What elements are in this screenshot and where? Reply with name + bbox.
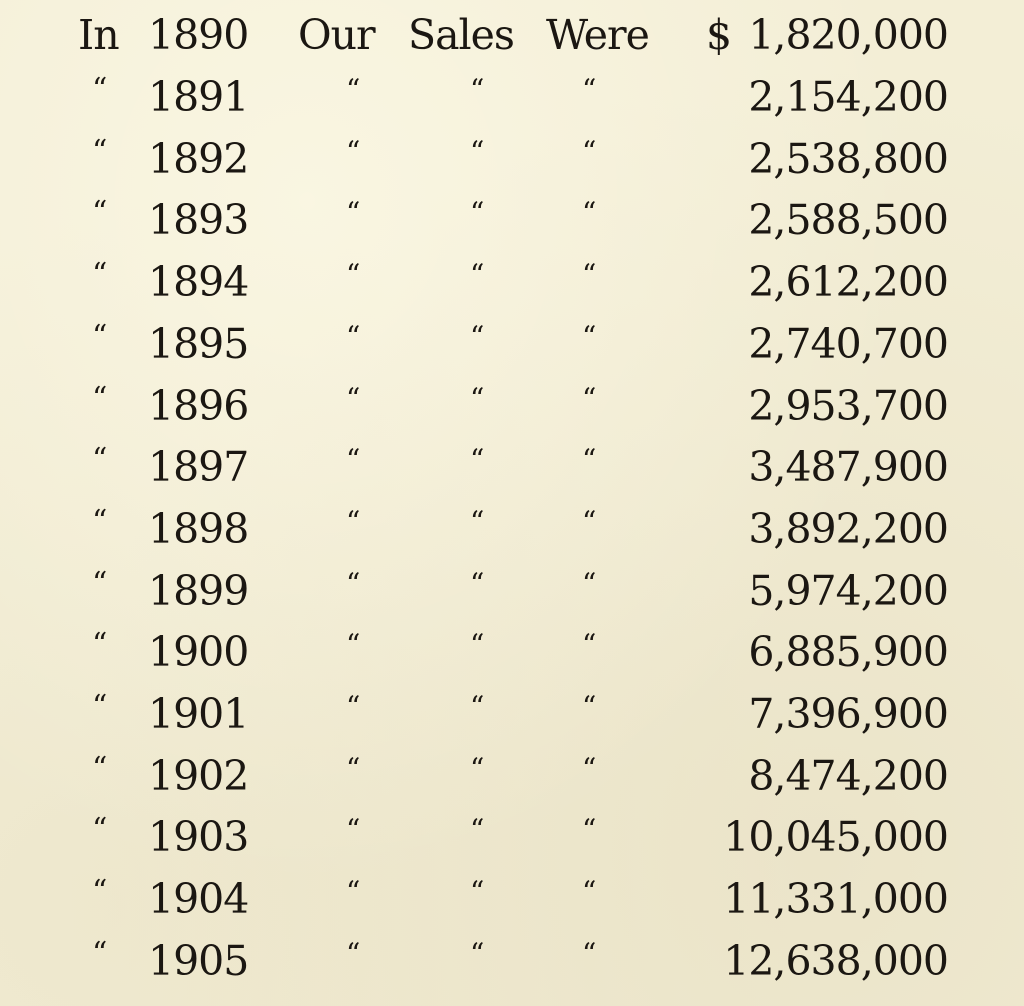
ditto-mark: “ [470, 875, 484, 909]
sales-row [0, 868, 1024, 930]
amount-cell: 5,974,200 [748, 566, 948, 615]
our-label: Our [298, 11, 375, 59]
ditto-mark: “ [582, 813, 596, 847]
ditto-mark: “ [92, 935, 107, 971]
amount-cell: 11,331,000 [723, 875, 948, 924]
ditto-mark: “ [346, 134, 360, 168]
ditto-mark: “ [582, 936, 596, 970]
amount-cell: 3,892,200 [748, 504, 948, 553]
amount-cell: 2,740,700 [748, 319, 948, 368]
ditto-mark: “ [470, 628, 484, 662]
ditto-mark: “ [582, 73, 596, 106]
ditto-mark: “ [470, 813, 484, 847]
sales-row [0, 806, 1024, 868]
ditto-mark: “ [92, 750, 107, 786]
ditto-mark: “ [92, 195, 107, 231]
ditto-mark: “ [470, 134, 484, 168]
ditto-mark: “ [346, 875, 360, 909]
ditto-mark: “ [470, 258, 484, 292]
sales-row [0, 251, 1024, 313]
ditto-mark: “ [470, 319, 484, 353]
ditto-mark: “ [346, 566, 360, 600]
amount-cell: 2,953,700 [748, 381, 948, 430]
ditto-mark: “ [582, 258, 596, 292]
amount-cell: 2,538,800 [748, 134, 948, 183]
ditto-mark: “ [346, 690, 360, 723]
amount-cell: 6,885,900 [748, 628, 948, 677]
sales-row [0, 560, 1024, 622]
ditto-mark: “ [346, 936, 360, 970]
sales-row [0, 621, 1024, 683]
ditto-mark: “ [346, 813, 360, 847]
sales-row [0, 683, 1024, 745]
ditto-mark: “ [346, 381, 360, 415]
ditto-mark: “ [582, 690, 596, 723]
ditto-mark: “ [470, 381, 484, 415]
ditto-mark: “ [346, 73, 360, 106]
year-cell: 1893 [148, 196, 249, 245]
year-cell: 1891 [148, 73, 249, 121]
ditto-mark: “ [346, 504, 360, 538]
amount-cell: 2,612,200 [748, 258, 948, 307]
sales-row-header [0, 4, 1024, 66]
amount-cell: 10,045,000 [723, 813, 948, 862]
ditto-mark: “ [470, 936, 484, 970]
ditto-mark: “ [346, 628, 360, 662]
ditto-mark: “ [470, 196, 484, 230]
year-cell: 1899 [148, 566, 249, 615]
amount-cell: 12,638,000 [723, 936, 948, 985]
ditto-mark: “ [470, 443, 484, 477]
ditto-mark: “ [582, 381, 596, 415]
ditto-mark: “ [92, 380, 107, 416]
ditto-mark: “ [582, 751, 596, 785]
ditto-mark: “ [346, 319, 360, 353]
amount-cell: 7,396,900 [748, 690, 948, 738]
ditto-mark: “ [470, 566, 484, 600]
ditto-mark: “ [92, 318, 107, 354]
ditto-mark: “ [92, 133, 107, 169]
ditto-mark: “ [92, 689, 107, 724]
year-cell: 1904 [148, 875, 249, 924]
ditto-mark: “ [346, 751, 360, 785]
year-cell: 1894 [148, 258, 249, 307]
sales-row [0, 745, 1024, 807]
year-cell: 1905 [148, 936, 249, 985]
sales-row [0, 128, 1024, 190]
ditto-mark: “ [92, 72, 107, 107]
year-cell: 1896 [148, 381, 249, 430]
amount-cell: 3,487,900 [748, 443, 948, 492]
ditto-mark: “ [92, 442, 107, 478]
amount-cell: 2,154,200 [748, 73, 948, 121]
ditto-mark: “ [92, 874, 107, 910]
ditto-mark: “ [346, 443, 360, 477]
year-cell: 1897 [148, 443, 249, 492]
ditto-mark: “ [582, 134, 596, 168]
amount-cell: 2,588,500 [748, 196, 948, 245]
year-cell: 1900 [148, 628, 249, 677]
sales-row [0, 66, 1024, 128]
ditto-mark: “ [92, 257, 107, 293]
ditto-mark: “ [92, 627, 107, 663]
amount-cell: 1,820,000 [748, 11, 948, 59]
in-label: In [78, 11, 119, 59]
ditto-mark: “ [92, 503, 107, 539]
year-cell: 1892 [148, 134, 249, 183]
ditto-mark: “ [582, 504, 596, 538]
ditto-mark: “ [346, 258, 360, 292]
year-cell: 1898 [148, 504, 249, 553]
year-cell: 1890 [148, 11, 249, 59]
currency-symbol: $ [706, 11, 732, 59]
amount-cell: 8,474,200 [748, 751, 948, 800]
ditto-mark: “ [582, 443, 596, 477]
sales-row [0, 375, 1024, 437]
sales-row [0, 436, 1024, 498]
ditto-mark: “ [346, 196, 360, 230]
ditto-mark: “ [470, 73, 484, 106]
sales-row [0, 313, 1024, 375]
year-cell: 1903 [148, 813, 249, 862]
ditto-mark: “ [582, 196, 596, 230]
were-label: Were [546, 11, 649, 59]
ditto-mark: “ [92, 565, 107, 601]
year-cell: 1895 [148, 319, 249, 368]
sales-row [0, 930, 1024, 992]
ditto-mark: “ [470, 751, 484, 785]
year-cell: 1901 [148, 690, 249, 738]
sales-row [0, 189, 1024, 251]
ditto-mark: “ [470, 504, 484, 538]
year-cell: 1902 [148, 751, 249, 800]
sales-label: Sales [408, 11, 514, 59]
ditto-mark: “ [582, 566, 596, 600]
ditto-mark: “ [582, 628, 596, 662]
ditto-mark: “ [92, 812, 107, 848]
sales-row [0, 498, 1024, 560]
ditto-mark: “ [470, 690, 484, 723]
ditto-mark: “ [582, 875, 596, 909]
ditto-mark: “ [582, 319, 596, 353]
